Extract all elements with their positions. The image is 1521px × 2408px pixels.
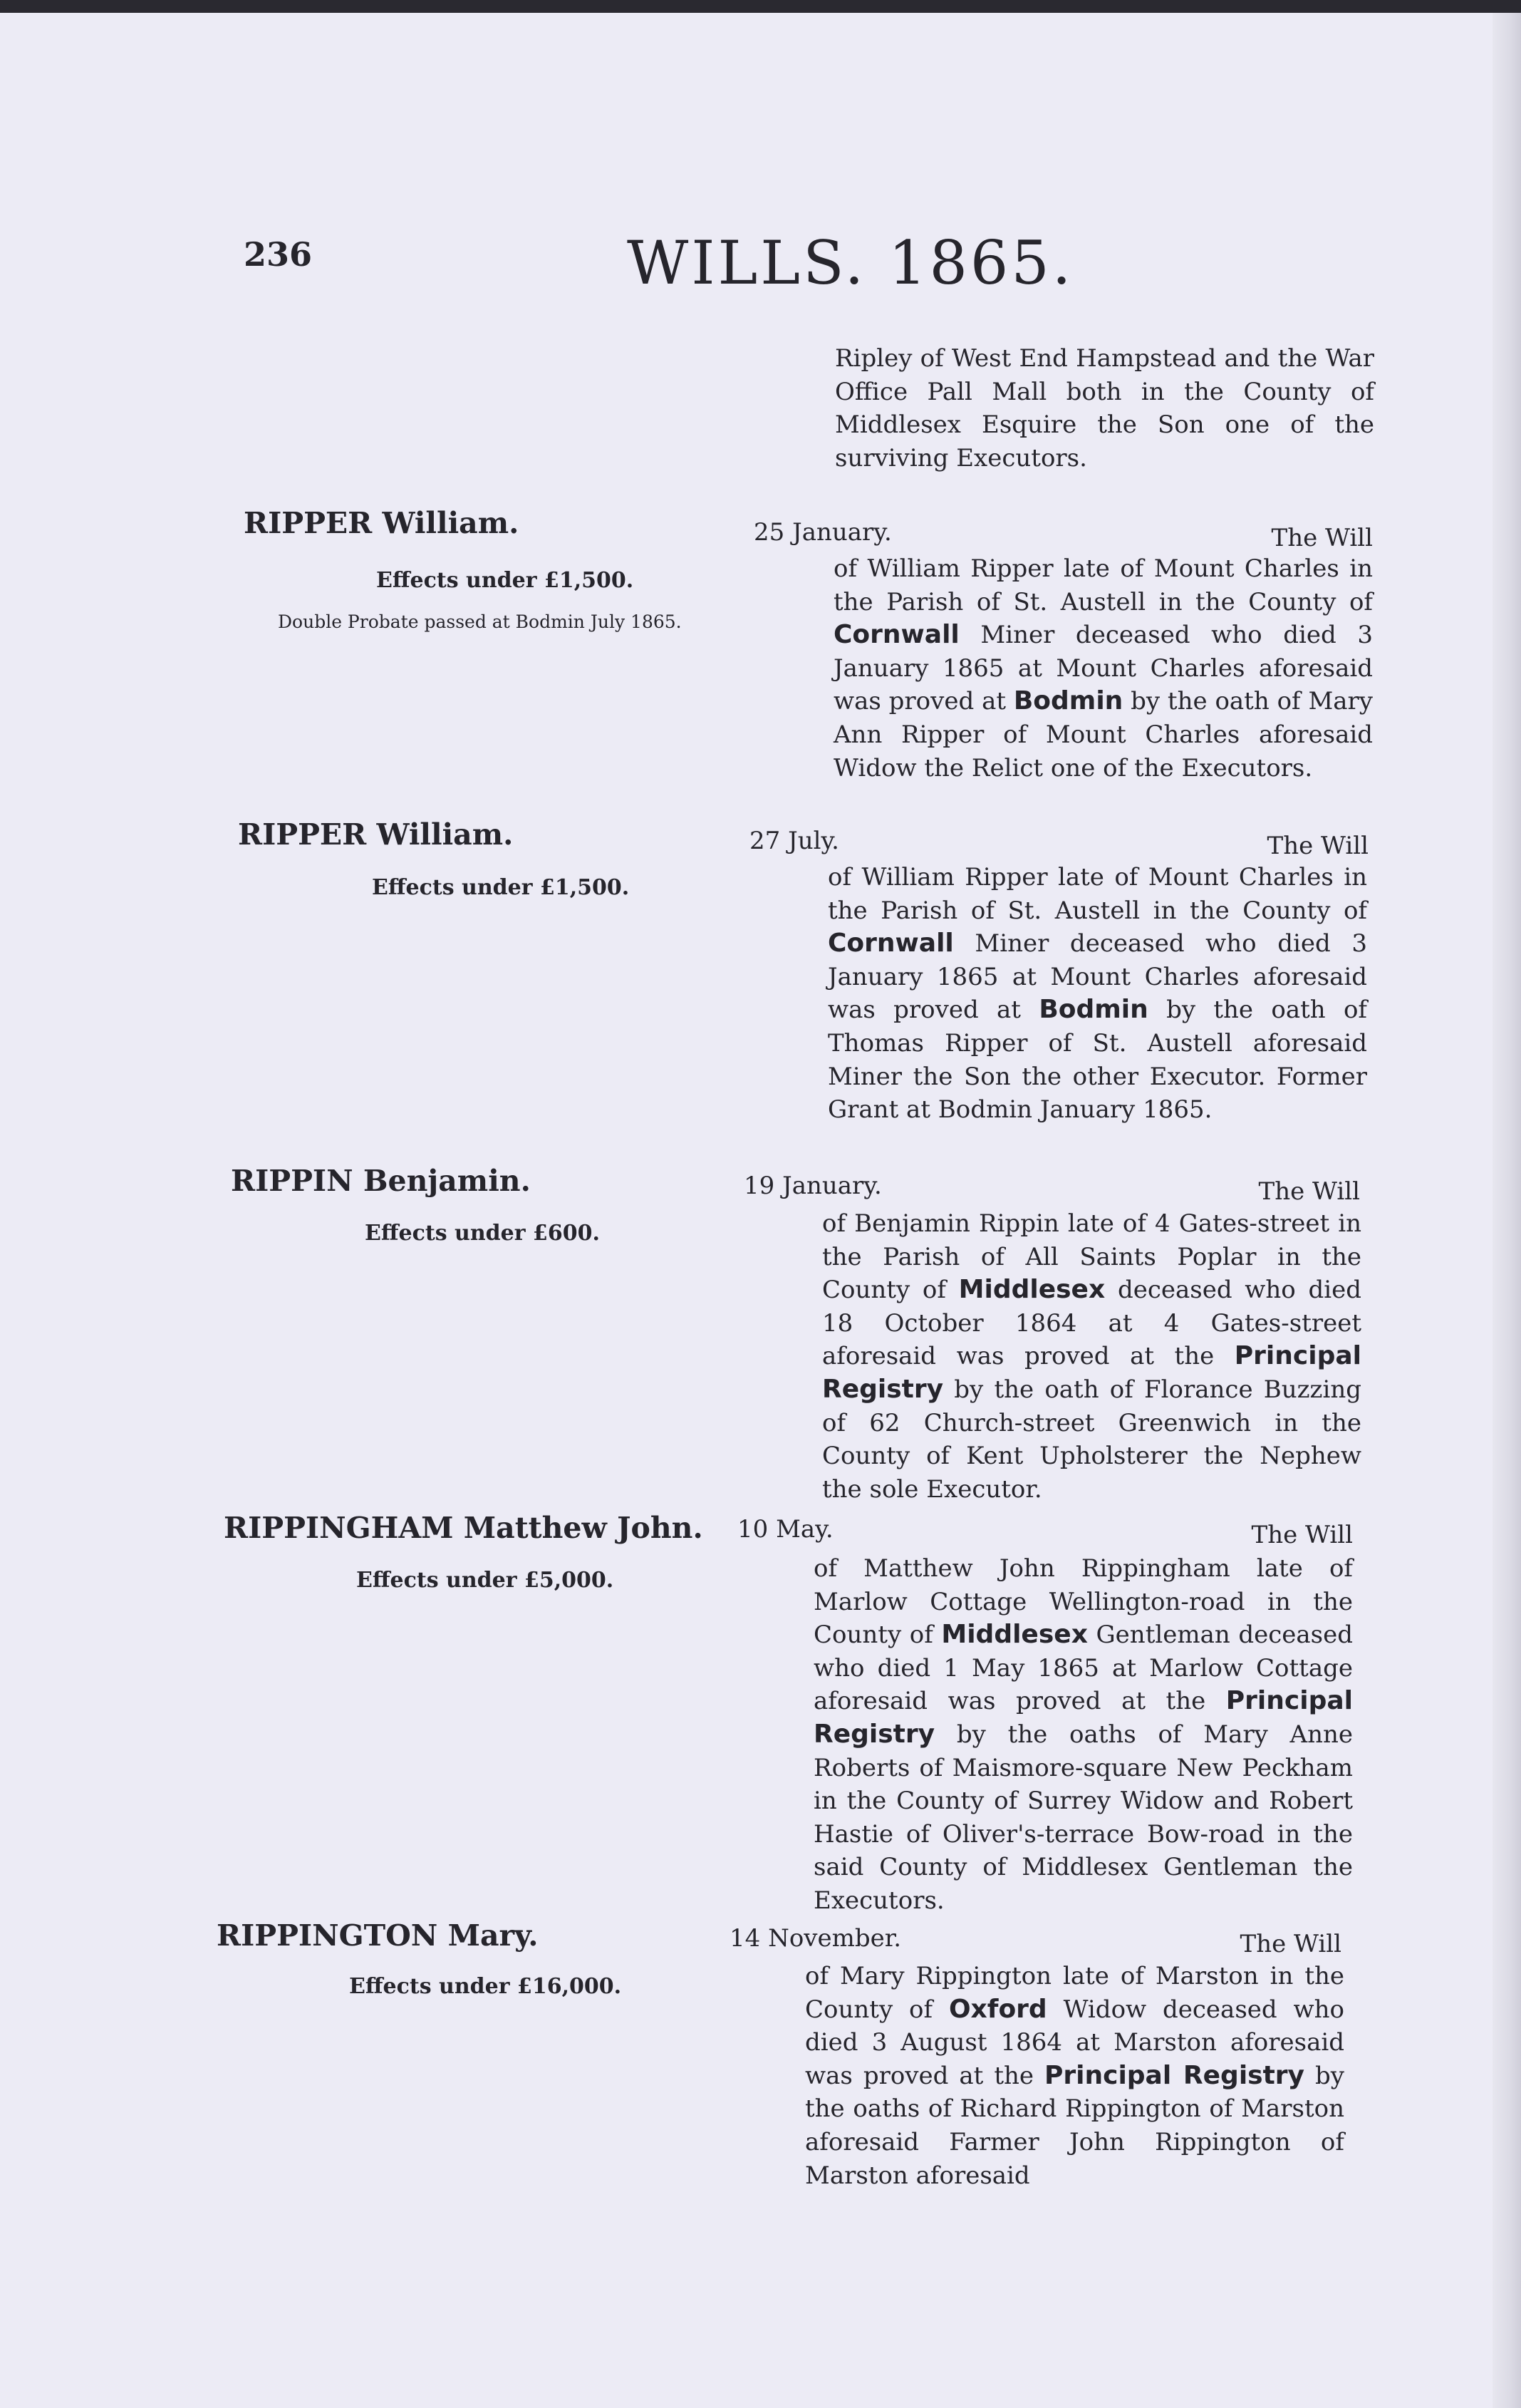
- entry-registry: Principal Registry: [822, 1341, 1361, 1404]
- entry-surname: RIPPINGHAM: [224, 1511, 454, 1545]
- entry-date: 14 November.: [730, 1924, 902, 1953]
- entry-note: Double Probate passed at Bodmin July 1865.: [278, 611, 682, 632]
- entry-body-text: deceased who died 18 October 1864 at 4 Gates-street aforesaid was proved at the: [822, 1276, 1362, 1371]
- entry-body-text: of Mary Rippington late of Marston in the County of: [805, 1962, 1344, 2024]
- entry-name: [231, 1164, 531, 1198]
- entry-county: Oxford: [948, 1994, 1047, 2024]
- entry-body-text: by the oath of Thomas Ripper of St. Austell aforesaid Miner the Son the other Executor. Former Grant at Bodmin January 1865.: [828, 996, 1368, 1125]
- entry-date: 10 May.: [737, 1515, 834, 1544]
- entry-forename: Mary.: [447, 1918, 539, 1953]
- entry-date: 25 January.: [754, 518, 892, 547]
- entry-forename: Matthew John.: [463, 1511, 703, 1545]
- entry-surname: RIPPER: [244, 506, 373, 540]
- entry-county: Cornwall: [834, 620, 960, 650]
- entry-surname: RIPPIN: [231, 1164, 353, 1198]
- entry-effects: Effects under £16,000.: [349, 1974, 622, 1999]
- entry-will-label: The Will: [1240, 1930, 1341, 1958]
- entry-effects: Effects under £5,000.: [356, 1568, 614, 1593]
- entry-effects: Effects under £600.: [365, 1221, 600, 1246]
- entry-body-text: of Benjamin Rippin late of 4 Gates-street in the Parish of All Saints Poplar in the County of: [822, 1209, 1361, 1305]
- entry-forename: William.: [382, 506, 519, 540]
- entry-will-label: The Will: [1251, 1521, 1353, 1549]
- entry-body: [834, 552, 1373, 785]
- entry-name: [217, 1918, 539, 1953]
- entry-name: [244, 506, 519, 540]
- entry-effects: Effects under £1,500.: [376, 568, 634, 593]
- entry-will-label: The Will: [1271, 524, 1373, 552]
- entry-effects: Effects under £1,500.: [372, 875, 630, 900]
- entry-will-label: The Will: [1267, 832, 1369, 860]
- entry-body: [814, 1552, 1353, 1918]
- entry-body-text: by the oath of Florance Buzzing of 62 Church-street Greenwich in the County of Kent Upholsterer the Nephew the sole Executor.: [822, 1375, 1361, 1504]
- entry-body-text: Miner deceased who died 3 January 1865 at Mount Charles aforesaid was proved at: [834, 621, 1374, 716]
- entry-forename: Benjamin.: [363, 1164, 531, 1198]
- entry-registry: Bodmin: [1039, 995, 1148, 1025]
- entry-registry: Principal Registry: [1044, 2060, 1305, 2090]
- entry-county: Middlesex: [958, 1275, 1106, 1305]
- entry-body-text: by the oaths of Mary Anne Roberts of Maismore-square New Peckham in the County of Surrey Widow and Robert Hastie of Oliver's-terrace Bow-road in the said County of Middlesex Gentleman the Executors.: [814, 1720, 1354, 1915]
- entry-registry: Bodmin: [1013, 686, 1123, 716]
- entry-body-text: Gentleman deceased who died 1 May 1865 at Marlow Cottage aforesaid was proved at the: [814, 1621, 1353, 1716]
- entry-body-text: by the oath of Mary Ann Ripper of Mount Charles aforesaid Widow the Relict one of the Executors.: [834, 687, 1374, 782]
- entry-body-text: Widow deceased who died 3 August 1864 at Marston aforesaid was proved at the: [805, 1995, 1344, 2090]
- entry-body-text: Miner deceased who died 3 January 1865 at Mount Charles aforesaid was proved at: [828, 929, 1368, 1025]
- page-right-edge: [1493, 13, 1521, 2408]
- entry-body-text: of William Ripper late of Mount Charles in the Parish of St. Austell in the County of: [834, 554, 1373, 616]
- entry-will-label: The Will: [1258, 1177, 1360, 1206]
- entry-body: [828, 861, 1367, 1127]
- entry-forename: William.: [376, 817, 514, 852]
- entry-surname: RIPPER: [238, 817, 367, 852]
- entry-name: [224, 1511, 703, 1545]
- entry-county: Cornwall: [828, 929, 954, 958]
- entry-surname: RIPPINGTON: [217, 1918, 438, 1953]
- entry-date: 27 July.: [749, 827, 839, 855]
- entry-date: 19 January.: [744, 1172, 882, 1200]
- entry-body: [805, 1960, 1344, 2192]
- entry-county: Middlesex: [941, 1620, 1088, 1650]
- entry-body-text: by the oaths of Richard Rippington of Marston aforesaid Farmer John Rippington of Marston aforesaid: [805, 2061, 1344, 2190]
- running-title: WILLS. 1865.: [627, 228, 1074, 298]
- entry-body-text: of William Ripper late of Mount Charles in the Parish of St. Austell in the County of: [828, 863, 1367, 925]
- page-number: 236: [244, 235, 313, 274]
- continuation-paragraph: Ripley of West End Hampstead and the War Office Pall Mall both in the County of Middlesex Esquire the Son one of the surviving Executors.: [835, 344, 1374, 472]
- entry-name: [238, 817, 513, 852]
- entry-body: [822, 1207, 1361, 1506]
- page-top-edge: [0, 0, 1521, 13]
- entry-body-text: of Matthew John Rippingham late of Marlow Cottage Wellington-road in the County of: [814, 1554, 1353, 1650]
- entry-registry: Principal Registry: [814, 1686, 1353, 1749]
